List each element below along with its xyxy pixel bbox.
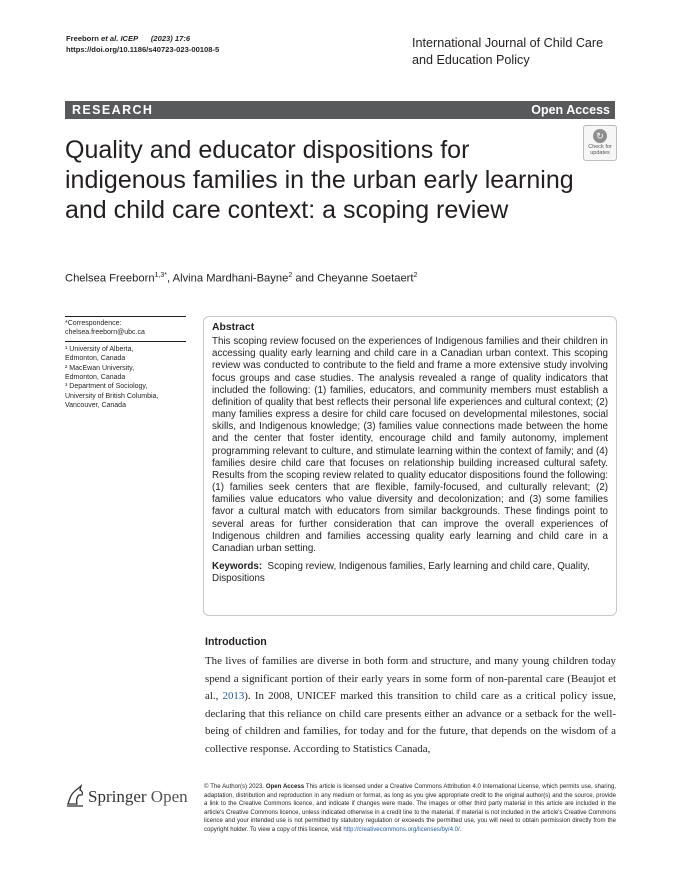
abstract-text: This scoping review focused on the experiences of Indigenous families and their children in accessing quality early learning and child care in a Canadian urban context. This scoping review was conducted to contribute to the field and frame a more extensive study involving focus groups and case studies. The analysis revealed a range of quality indicators that included the following: (1) families, educators, and community members must establish a definition of quality that best reflects their personal life experiences and cultural context; (2) many families express a desire for child care focused on developmental milestones, social skills, and Indigenous knowledge; (3) families value connections made between the home and the center that foster identity, encourage child and family autonomy, implement programming relevant to culture, and stimulate learning within the context of family; and (4) families desire child care that focuses on relationship building increased cultural safety. Results from the scoping review related to quality educator dispositions found the following: (1) families seek centers that are flexible, family-focused, and culturally relevant; (2) families value educators who value diversity and decolonization; and (3) some families favor a cultural match with educators from similar backgrounds. These findings point to several areas for further consideration that can improve the overall experiences of Indigenous children and families accessing quality early learning and child care in a Canadian urban setting. (212, 336, 608, 554)
affiliation-line: ³ Department of Sociology, (65, 383, 148, 391)
affiliations-sidebar (65, 316, 186, 411)
author-name[interactable]: Alvina Mardhani-Bayne (172, 272, 289, 285)
license-copyright: © The Author(s) 2023. (204, 784, 266, 790)
keywords-label: Keywords: (212, 560, 263, 572)
correspondence-email[interactable]: chelsea.freeborn@ubc.ca (65, 329, 145, 337)
license-link[interactable]: http://creativecommons.org/licenses/by/4.0/ (343, 826, 460, 833)
journal-name-line2: and Education Policy (412, 53, 530, 67)
reference-link[interactable]: 2013 (222, 690, 245, 703)
license-open-access: Open Access (265, 784, 305, 790)
article-type-label: RESEARCH (72, 103, 154, 117)
author-list (65, 269, 417, 286)
author-separator: and (292, 272, 318, 285)
author-affiliation-marker: 1,3* (154, 272, 168, 279)
keywords-list: Scoping review, Indigenous families, Early learning and child care, Quality, Dispositions (212, 560, 590, 585)
doi-link[interactable]: https://doi.org/10.1186/s40723-023-00108-5 (66, 44, 220, 54)
affiliation-line: Vancouver, Canada (65, 402, 126, 410)
journal-name (412, 35, 642, 69)
intro-text-part2: ). In 2008, UNICEF marked this transition to child care as a critical policy issue, declaring that this reliance on child care presents either an advance or a setback for the well-being of children and families, for today and for the future, that depends on the wisdom of a collective response. According to Statistics Canada, (205, 690, 616, 755)
author-separator: , (167, 272, 173, 285)
article-title: Quality and educator dispositions for indigenous families in the urban early learning and child care context: a scoping review (65, 136, 574, 224)
author-name[interactable]: Chelsea Freeborn (65, 272, 155, 285)
keywords (212, 561, 608, 585)
affiliation-line: Edmonton, Canada (65, 374, 126, 382)
abstract-box (203, 316, 617, 616)
affiliation-line: ² MacEwan University, (65, 364, 135, 372)
crossmark-label-line1: Check for (588, 144, 612, 150)
introduction-text (205, 653, 616, 759)
citation-etal: et al. ICEP (101, 34, 139, 43)
correspondence-label: *Correspondence: (65, 320, 122, 327)
affiliation-line: Edmonton, Canada (65, 355, 126, 363)
license-text: This article is licensed under a Creative Commons Attribution 4.0 International License, which permits use, sharing, adaptation, distribution and reproduction in any medium or format, as long as you give appropriate credit to the original author(s) and the source, provide a link to the Creative Commons licence, and indicate if changes were made. The images or other third party material in this article are included in the article's Creative Commons licence, unless indicated otherwise in a credit line to the material. If material is not included in the article's Creative Commons licence and your intended use is not permitted by statutory regulation or exceeds the permitted use, you will need to obtain permission directly from the copyright holder. To view a copy of this licence, visit (204, 784, 617, 833)
springer-wordmark-open: Open (150, 787, 188, 806)
citation-year: (2023) 17:6 (150, 34, 191, 43)
crossmark-label-line2: updates (590, 150, 610, 156)
intro-text-part1: The lives of families are diverse in both form and structure, and many young children today spend a significant portion of their early years in some form of non-parental care (Beaujot et al., (205, 655, 616, 703)
springer-horse-icon (65, 784, 85, 808)
correspondence-block (65, 317, 186, 342)
author-affiliation-marker: 2 (413, 272, 418, 279)
affiliation-line: University of British Columbia, (65, 392, 159, 400)
check-for-updates-badge[interactable] (583, 125, 617, 161)
citation-author: Freeborn (66, 34, 102, 43)
open-access-label: Open Access (531, 103, 610, 117)
springer-wordmark-bold: Springer (88, 787, 147, 806)
author-affiliation-marker: 2 (288, 272, 293, 279)
author-name[interactable]: Cheyanne Soetaert (317, 272, 414, 285)
springer-open-wordmark (88, 787, 188, 807)
introduction-heading: Introduction (205, 636, 267, 648)
license-statement (204, 783, 616, 834)
abstract-heading: Abstract (212, 322, 255, 333)
affiliation-line: ¹ University of Alberta, (65, 345, 134, 353)
journal-name-line1: International Journal of Child Care (412, 36, 604, 50)
license-end: . (459, 826, 462, 833)
article-citation (66, 34, 219, 55)
article-type-banner (65, 101, 615, 119)
crossmark-icon: ↻ (593, 129, 607, 143)
